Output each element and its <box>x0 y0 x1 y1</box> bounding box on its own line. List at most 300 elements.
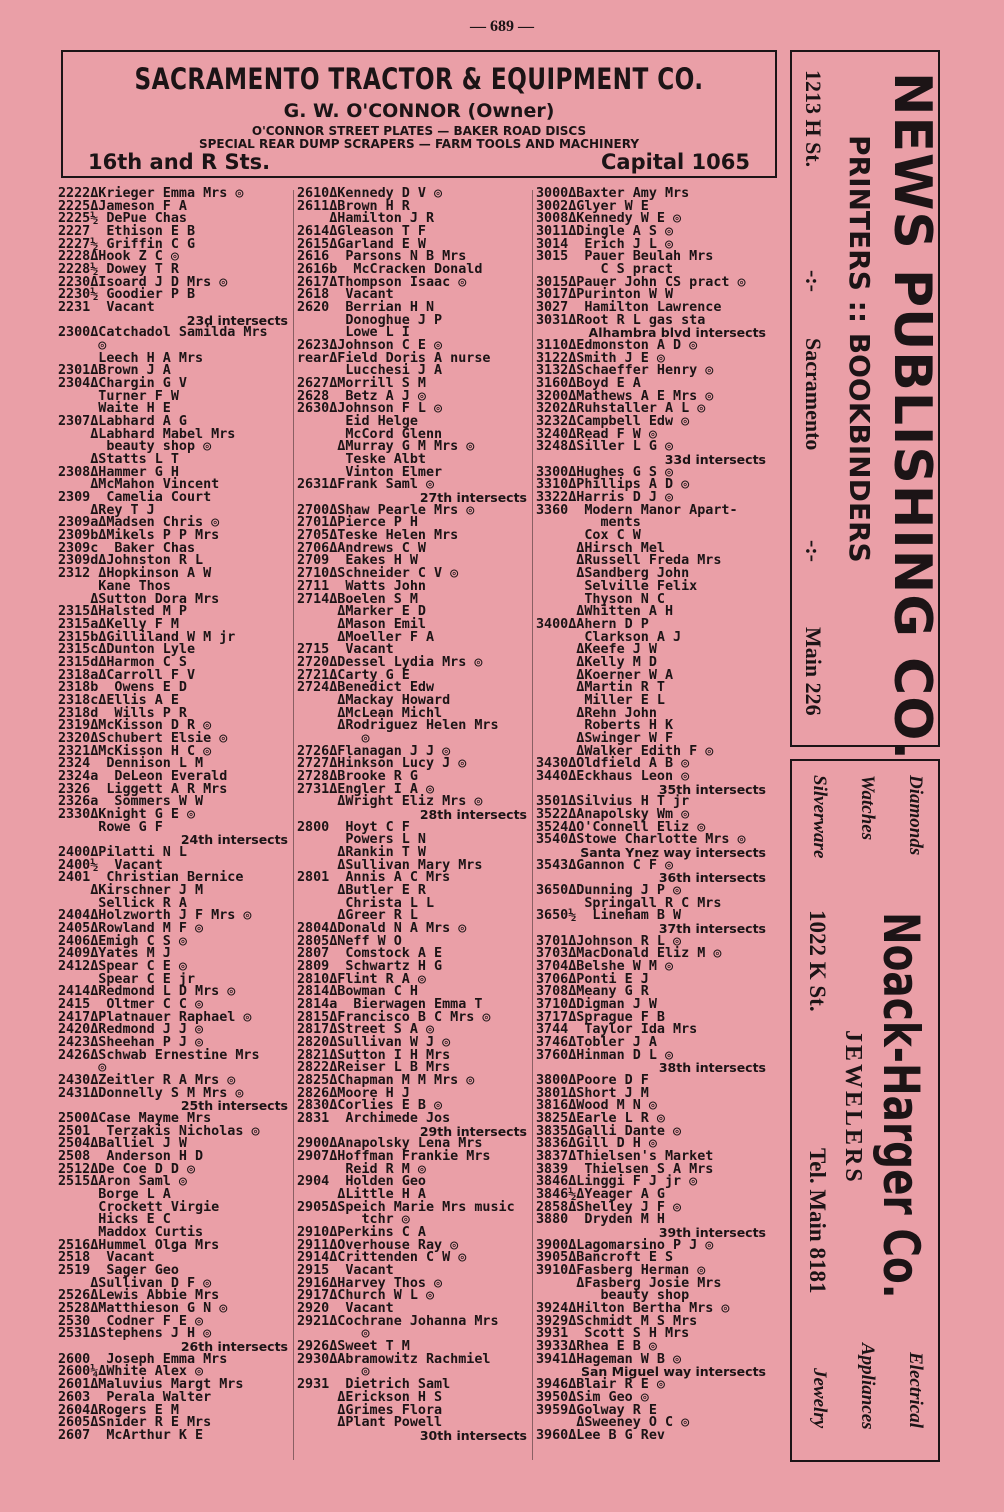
directory-entry: Christa L L <box>297 895 435 911</box>
directory-entry: 3440ΔEckhaus Leon ◎ <box>536 768 690 784</box>
directory-entry: 2914ΔCrittenden C W ◎ <box>297 1250 467 1266</box>
column-divider <box>293 190 294 1460</box>
directory-entry: 2710ΔSchneider C V ◎ <box>297 566 459 582</box>
directory-entry: ΔMason Emil <box>297 616 426 632</box>
directory-entry: 2627ΔMorrill S M <box>297 376 426 392</box>
directory-entry: Spear C E jr <box>58 971 196 987</box>
directory-entry: 2526ΔLewis Abbie Mrs <box>58 1288 220 1304</box>
directory-entry: 2501 Terzakis Nicholas ◎ <box>58 1123 260 1139</box>
directory-entry: 3846½ΔYeager A G <box>536 1187 665 1203</box>
ad-products-line-1: O'CONNOR STREET PLATES — BAKER ROAD DISCS <box>251 124 587 138</box>
directory-entry: ΔMartin R T <box>536 680 665 696</box>
directory-entry: ◎ <box>297 730 370 746</box>
directory-entry: Lowe L I <box>297 325 410 341</box>
directory-entry: 3959ΔGolway R E <box>536 1402 657 1418</box>
directory-entry: 2611ΔBrown H R <box>297 198 410 214</box>
intersect-heading: 27th intersects <box>419 490 527 506</box>
directory-entry: 2858ΔShelley J F ◎ <box>536 1199 682 1215</box>
directory-entry: 2304ΔChargin G V <box>58 376 187 392</box>
directory-entry: 3801ΔShort J M <box>536 1085 649 1101</box>
directory-entry: 3703ΔMacDonald Eliz M ◎ <box>536 946 722 962</box>
directory-entry: 2309 Camelia Court <box>58 490 212 506</box>
directory-entry: 2326 Liggett A R Mrs <box>58 781 228 797</box>
directory-entry: 3011ΔDingle A S ◎ <box>536 224 674 240</box>
directory-entry: 3905ΔBancroft E S <box>536 1250 674 1266</box>
directory-entry: 3946ΔBlair R E ◎ <box>536 1377 665 1393</box>
directory-entry: ments <box>536 515 641 531</box>
directory-entry: 3835ΔGalli Dante ◎ <box>536 1123 682 1139</box>
directory-entry: 3300ΔHughes G S ◎ <box>536 464 674 480</box>
directory-entry: ΔGrimes Flora <box>297 1402 443 1418</box>
directory-entry: 2318b Owens E D <box>58 680 187 696</box>
directory-entry: 3900ΔLagomarsino P J ◎ <box>536 1237 714 1253</box>
directory-entry: 2821ΔSutton I H Mrs <box>297 1047 451 1063</box>
directory-entry: 2714ΔBoelen S M <box>297 591 418 607</box>
directory-entry: ΔRey T J <box>58 502 155 518</box>
intersect-heading: 24th intersects <box>180 832 288 848</box>
noack-harger-jewelry: Jewelry <box>809 1368 830 1429</box>
directory-entry: ΔHamilton J R <box>297 211 435 227</box>
directory-entry: 3400ΔAhern D P <box>536 616 649 632</box>
directory-entry: 2500ΔCase Mayme Mrs <box>58 1111 212 1127</box>
ad-address: 16th and R Sts. <box>88 150 271 174</box>
directory-entry: 2920 Vacant <box>297 1301 394 1317</box>
noack-harger-diamonds: Diamonds <box>905 775 926 856</box>
directory-entry: 2631ΔFrank Saml ◎ <box>297 477 435 493</box>
directory-entry: 3232ΔCampbell Edw ◎ <box>536 414 690 430</box>
intersect-heading: 29th intersects <box>419 1123 527 1139</box>
directory-entry: 3924ΔHilton Bertha Mrs ◎ <box>536 1301 730 1317</box>
directory-entry: ΔMcLean Michl <box>297 705 443 721</box>
directory-entry: beauty shop ◎ <box>58 439 212 455</box>
noack-harger-watches: Watches <box>857 775 878 841</box>
directory-entry: 2300ΔCatchadol Samilda Mrs <box>58 325 268 341</box>
directory-entry: ◎ <box>58 338 107 354</box>
directory-entry: 3430ΔOldfield A B ◎ <box>536 756 690 772</box>
directory-entry: 2330ΔKnight G E ◎ <box>58 806 196 822</box>
directory-entry: ΔMarker E D <box>297 604 426 620</box>
intersect-heading: 28th intersects <box>419 806 527 822</box>
directory-entry: 3132ΔSchaeffer Henry ◎ <box>536 363 714 379</box>
directory-entry: 2420ΔRedmond J J ◎ <box>58 1022 204 1038</box>
directory-entry: 3880 Dryden M H <box>536 1212 665 1228</box>
directory-entry: ΔWhitten A H <box>536 604 674 620</box>
directory-entry: 2905ΔSpeich Marie Mrs music <box>297 1199 515 1215</box>
directory-entry: Rowe G F <box>58 819 163 835</box>
directory-entry: 2315bΔGilliland W M jr <box>58 629 236 645</box>
directory-entry: ΔStatts L T <box>58 452 179 468</box>
directory-entry: 3650½ Lineham B W <box>536 908 682 924</box>
directory-entry: 2931 Dietrich Saml <box>297 1377 451 1393</box>
directory-column-2 <box>297 188 529 1443</box>
intersect-heading: Alhambra blvd intersects <box>588 325 766 341</box>
directory-entry: ΔKirschner J M <box>58 882 204 898</box>
directory-entry: 2916ΔHarvey Thos ◎ <box>297 1275 443 1291</box>
directory-entry: 2715 Vacant <box>297 642 394 658</box>
directory-entry: 2607 McArthur K E <box>58 1427 204 1443</box>
directory-entry: 3501ΔSilvius H T jr <box>536 794 690 810</box>
directory-entry: ◎ <box>297 1364 370 1380</box>
directory-entry: 3839 Thielsen S A Mrs <box>536 1161 714 1177</box>
directory-entry: beauty shop <box>536 1288 690 1304</box>
directory-entry: 3202ΔRuhstaller A L ◎ <box>536 401 706 417</box>
directory-entry: Thyson N C <box>536 591 665 607</box>
directory-entry: C S pract <box>536 262 674 278</box>
directory-entry: 2504ΔBalliel J W <box>58 1136 187 1152</box>
directory-entry: 2309bΔMikels P P Mrs <box>58 528 220 544</box>
directory-entry: ΔGreer R L <box>297 908 418 924</box>
directory-entry: Roberts H K <box>536 718 674 734</box>
directory-entry: 3910ΔFasberg Herman ◎ <box>536 1263 706 1279</box>
directory-entry: Vinton Elmer <box>297 464 443 480</box>
directory-entry: 2321ΔMcKisson H C ◎ <box>58 743 212 759</box>
directory-entry: 2415 Oltmer C C ◎ <box>58 997 204 1012</box>
directory-entry: 2917ΔChurch W L ◎ <box>297 1288 435 1304</box>
directory-entry: 2817ΔStreet S A ◎ <box>297 1022 435 1038</box>
directory-entry: 2630ΔJohnson F L ◎ <box>297 401 443 417</box>
directory-entry: 2401 Christian Bernice <box>58 870 244 886</box>
directory-entry: 2508 Anderson H D <box>58 1149 204 1165</box>
directory-entry: 3941ΔHageman W B ◎ <box>536 1351 682 1367</box>
directory-entry: 3000ΔBaxter Amy Mrs <box>536 186 690 201</box>
directory-entry: 2815ΔFrancisco B C Mrs ◎ <box>297 1009 491 1025</box>
directory-entry: 2615ΔGarland E W <box>297 236 426 252</box>
directory-entry: ΔWright Eliz Mrs ◎ <box>297 794 483 810</box>
directory-entry: 2911ΔOverhouse Ray ◎ <box>297 1237 459 1253</box>
directory-entry: 2600 Joseph Emma Mrs <box>58 1351 228 1367</box>
directory-entry: 3933ΔRhea E B ◎ <box>536 1339 657 1355</box>
directory-entry: ΔRehn John <box>536 705 657 721</box>
directory-entry: ΔMoeller F A <box>297 629 435 645</box>
directory-entry: 2728ΔBrooke R G <box>297 768 418 784</box>
directory-entry: 2601ΔMaluvius Margt Mrs <box>58 1377 244 1393</box>
directory-entry: 2809 Schwartz H G <box>297 958 443 974</box>
directory-entry: ΔSwinger W F <box>536 730 674 746</box>
directory-entry: 2711 Watts John <box>297 578 426 594</box>
directory-entry: 3031ΔRoot R L gas sta <box>536 312 706 328</box>
directory-entry: 3717ΔSprague F B <box>536 1009 665 1025</box>
directory-entry: 3015 Pauer Beulah Mrs <box>536 249 714 265</box>
directory-entry: 2830ΔCorlies E B ◎ <box>297 1098 443 1114</box>
directory-entry: 3706ΔPonti E J <box>536 971 649 987</box>
intersect-heading: 36th intersects <box>658 870 766 886</box>
directory-entry: 2228ΔHook Z C ◎ <box>58 249 179 265</box>
directory-entry: 2423ΔSheehan P J ◎ <box>58 1035 204 1051</box>
ad-owner: G. W. O'CONNOR (Owner) <box>283 100 555 122</box>
directory-entry: 2628 Betz A J ◎ <box>297 388 426 404</box>
directory-entry: 2915 Vacant <box>297 1263 394 1279</box>
directory-entry: ΔFasberg Josie Mrs <box>536 1275 722 1291</box>
directory-entry: ◎ <box>297 1326 370 1342</box>
directory-entry: ΔWalker Edith F ◎ <box>536 743 714 759</box>
intersect-heading: 26th intersects <box>180 1339 288 1355</box>
directory-entry: 2324 Dennison L M <box>58 756 204 772</box>
directory-entry: 2921ΔCochrane Johanna Mrs <box>297 1313 499 1329</box>
directory-entry: 3110ΔEdmonston A D ◎ <box>536 338 698 354</box>
directory-entry: ΔSullivan D F ◎ <box>58 1275 212 1291</box>
directory-entry: ΔSweeney O C ◎ <box>536 1415 690 1431</box>
intersect-heading: 30th intersects <box>419 1427 527 1443</box>
directory-entry: 3310ΔPhillips A D ◎ <box>536 477 690 493</box>
news-publishing-name: NEWS PUBLISHING CO. <box>882 72 942 762</box>
directory-entry: 2709 Eakes H W <box>297 553 418 569</box>
directory-entry: 2930ΔAbramowitz Rachmiel <box>297 1351 491 1367</box>
directory-entry: 2400ΔPilatti N L <box>58 844 187 860</box>
directory-entry: McCord Glenn <box>297 426 443 442</box>
directory-entry: ΔHirsch Mel <box>536 540 665 556</box>
directory-entry: 2312 ΔHopkinson A W <box>58 566 212 582</box>
directory-entry: 3836ΔGill D H ◎ <box>536 1136 657 1152</box>
directory-entry: 2910ΔPerkins C A <box>297 1225 426 1241</box>
directory-entry: ΔKeefe J W <box>536 642 657 658</box>
directory-entry: ΔRankin T W <box>297 844 426 860</box>
directory-entry: Kane Thos <box>58 578 171 594</box>
directory-entry: 2515ΔAron Saml ◎ <box>58 1174 187 1190</box>
directory-entry: ΔRodriguez Helen Mrs <box>297 718 499 734</box>
intersect-heading: 33d intersects <box>664 452 766 468</box>
directory-entry: 2307ΔLabhard A G <box>58 414 187 430</box>
directory-entry: ΔKoerner W A <box>536 667 674 683</box>
directory-entry: Lucchesi J A <box>297 363 443 379</box>
directory-entry: Hicks E C <box>58 1212 171 1228</box>
directory-entry: 2228½ Dowey T R <box>58 262 179 278</box>
directory-entry: 2531ΔStephens J H ◎ <box>58 1326 212 1342</box>
directory-entry: 3846ΔLinggi F J jr ◎ <box>536 1174 698 1190</box>
sacramento-tractor-ad <box>61 50 777 178</box>
directory-entry: Maddox Curtis <box>58 1225 204 1241</box>
directory-entry: ΔSandberg John <box>536 566 690 582</box>
intersect-heading: 37th intersects <box>658 920 766 936</box>
directory-entry: 2820ΔSullivan W J ◎ <box>297 1035 451 1051</box>
directory-entry: 2301ΔBrown J A <box>58 363 171 379</box>
directory-entry: ΔMurray G M Mrs ◎ <box>297 439 475 455</box>
directory-entry: 2810ΔFlint R A ◎ <box>297 971 426 987</box>
news-publishing-tagline: PRINTERS :: BOOKBINDERS <box>843 135 876 563</box>
directory-entry: 3014 Erich J L ◎ <box>536 236 674 252</box>
directory-entry: 3027 Hamilton Lawrence <box>536 300 722 316</box>
directory-entry: 2315ΔHalsted M P <box>58 604 187 620</box>
directory-entry: 2700ΔShaw Pearle Mrs ◎ <box>297 502 475 518</box>
intersect-heading: 23d intersects <box>186 312 288 328</box>
directory-entry: 2618 Vacant <box>297 287 394 303</box>
directory-entry: 2620 Berrian H N <box>297 300 435 316</box>
directory-entry: 3950ΔSim Geo ◎ <box>536 1389 649 1405</box>
noack-harger-phone: Tel. Main 8181 <box>805 1148 830 1294</box>
directory-entry: Leech H A Mrs <box>58 350 204 366</box>
directory-entry: 2616b McCracken Donald <box>297 262 483 278</box>
directory-entry: 2605ΔSnider R E Mrs <box>58 1415 212 1431</box>
directory-entry: 2417ΔPlatnauer Raphael ◎ <box>58 1009 252 1025</box>
directory-entry: 2431ΔDonnelly S M Mrs ◎ <box>58 1085 244 1101</box>
directory-entry: 2324a DeLeon Everald <box>58 768 228 784</box>
directory-entry: 2309aΔMadsen Chris ◎ <box>58 515 220 531</box>
directory-entry: Cox C W <box>536 528 641 544</box>
directory-entry: 2614ΔGleason T F <box>297 224 426 240</box>
directory-entry: 2617ΔThompson Isaac ◎ <box>297 274 467 290</box>
directory-entry: 2309c Baker Chas <box>58 540 196 556</box>
directory-entry: ΔErickson H S <box>297 1389 443 1405</box>
directory-entry: 3704ΔBelshe W M ◎ <box>536 958 674 974</box>
directory-entry: 2519 Sager Geo <box>58 1263 179 1279</box>
directory-entry: 3524ΔO'Connell Eliz ◎ <box>536 819 706 835</box>
directory-entry: Springall R C Mrs <box>536 895 722 911</box>
directory-entry: Sellick R A <box>58 895 187 911</box>
directory-entry: 3160ΔBoyd E A <box>536 376 641 392</box>
directory-entry: tchr ◎ <box>297 1212 410 1228</box>
directory-entry: 2412ΔSpear C E ◎ <box>58 958 187 974</box>
noack-harger-address: 1022 K St. <box>805 910 830 1012</box>
directory-entry: 3816ΔWood M N ◎ <box>536 1098 657 1114</box>
intersect-heading: 38th intersects <box>658 1060 766 1076</box>
directory-entry: 3708ΔMeany G R <box>536 984 649 1000</box>
directory-entry: 3200ΔMathews A E Mrs ◎ <box>536 388 714 404</box>
directory-entry: 3543ΔGannon C F ◎ <box>536 857 674 873</box>
noack-harger-electrical: Electrical <box>905 1352 926 1428</box>
ad-company-name: SACRAMENTO TRACTOR & EQUIPMENT CO. <box>134 62 704 96</box>
news-publishing-city: Sacramento <box>801 338 826 451</box>
directory-entry: 2731ΔEngler I A ◎ <box>297 781 435 797</box>
directory-entry: 3017ΔPurinton W W <box>536 287 674 303</box>
noack-harger-name: Noack-Harger Co. <box>872 912 930 1299</box>
directory-entry: 3960ΔLee B G Rev <box>536 1427 665 1443</box>
directory-entry: 3248ΔSiller L G ◎ <box>536 439 674 455</box>
directory-entry: ΔPlant Powell <box>297 1415 443 1431</box>
directory-entry: 2726ΔFlanagan J J ◎ <box>297 743 451 759</box>
directory-entry: 3650ΔDunning J P ◎ <box>536 882 682 898</box>
directory-entry: 2318cΔEllis A E <box>58 692 179 708</box>
directory-entry: 2414ΔRedmond L D Mrs ◎ <box>58 984 236 1000</box>
directory-entry: 2315aΔKelly F M <box>58 616 179 632</box>
directory-entry: 2801 Annis A C Mrs <box>297 870 451 886</box>
directory-column-1 <box>58 188 290 1443</box>
directory-entry: 2814ΔBowman C H <box>297 984 418 1000</box>
directory-entry: 2600¼ΔWhite Alex ◎ <box>58 1364 204 1380</box>
directory-entry: 3240ΔRead F W ◎ <box>536 426 657 442</box>
directory-entry: 2616 Parsons N B Mrs <box>297 249 467 265</box>
directory-entry: 2225½ DePue Chas <box>58 211 187 227</box>
directory-entry: 2318d Wills P R <box>58 705 187 721</box>
directory-entry: 3837ΔThielsen's Market <box>536 1149 714 1165</box>
noack-harger-silverware: Silverware <box>809 775 830 859</box>
directory-entry: 2610ΔKennedy D V ◎ <box>297 186 443 201</box>
directory-entry: 3540ΔStowe Charlotte Mrs ◎ <box>536 832 746 848</box>
directory-entry: Waite H E <box>58 401 171 417</box>
directory-entry: ΔKelly M D <box>536 654 657 670</box>
directory-entry: 3522ΔAnapolsky Wm ◎ <box>536 806 690 822</box>
directory-entry: 2426ΔSchwab Ernestine Mrs <box>58 1047 260 1063</box>
directory-entry: 3800ΔPoore D F <box>536 1073 649 1089</box>
directory-entry: 2225ΔJameson F A <box>58 198 187 214</box>
page-number: — 689 — <box>470 18 534 35</box>
directory-entry: 3360 Modern Manor Apart- <box>536 502 738 518</box>
directory-entry: ΔSullivan Mary Mrs <box>297 857 483 873</box>
intersect-heading: San Miguel way intersects <box>580 1364 766 1380</box>
directory-entry: ◎ <box>58 1060 107 1076</box>
directory-entry: 3760ΔHinman D L ◎ <box>536 1047 674 1063</box>
directory-entry: 2518 Vacant <box>58 1250 155 1266</box>
directory-entry: 2318aΔCarroll F V <box>58 667 196 683</box>
directory-entry: 3322ΔHarris D J ◎ <box>536 490 674 506</box>
directory-entry: 2804ΔDonald N A Mrs ◎ <box>297 920 467 936</box>
news-publishing-phone: Main 226 <box>801 627 826 716</box>
directory-entry: Teske Albt <box>297 452 426 468</box>
directory-entry: 2926ΔSweet T M <box>297 1339 410 1355</box>
directory-entry: 2721ΔCarty G E <box>297 667 410 683</box>
directory-entry: 2528ΔMatthieson G N ◎ <box>58 1301 228 1317</box>
directory-entry: 2604ΔRogers E M <box>58 1402 179 1418</box>
directory-entry: 2727ΔHinkson Lucy J ◎ <box>297 756 467 772</box>
directory-entry: 2623ΔJohnson C E ◎ <box>297 338 443 354</box>
directory-entry: 2430ΔZeitler R A Mrs ◎ <box>58 1073 236 1089</box>
directory-entry: 3002ΔGlyer W E <box>536 198 649 214</box>
directory-entry: Crockett Virgie <box>58 1199 220 1215</box>
directory-entry: 2512ΔDe Coe D D ◎ <box>58 1161 196 1177</box>
directory-entry: 2222ΔKrieger Emma Mrs ◎ <box>58 186 244 201</box>
directory-entry: 2516ΔHummel Olga Mrs <box>58 1237 220 1253</box>
directory-entry: ΔLabhard Mabel Mrs <box>58 426 236 442</box>
directory-entry: Turner F W <box>58 388 179 404</box>
directory-entry: 3710ΔDigman J W <box>536 997 657 1012</box>
directory-entry: 2831 Archimede Jos <box>297 1111 451 1127</box>
intersect-heading: 39th intersects <box>658 1225 766 1241</box>
column-divider <box>532 190 533 1460</box>
directory-entry: ΔMcMahon Vincent <box>58 477 220 493</box>
directory-column-3 <box>536 188 768 1443</box>
directory-entry: 2406ΔEmigh C S ◎ <box>58 933 187 949</box>
noack-harger-appliances: Appliances <box>857 1343 878 1430</box>
directory-entry: ΔButler E R <box>297 882 426 898</box>
directory-entry: 2319ΔMcKisson D R ◎ <box>58 718 212 734</box>
intersect-heading: 35th intersects <box>658 781 766 797</box>
news-publishing-address: 1213 H St. <box>801 70 826 168</box>
directory-entry: 3746ΔTobler J A <box>536 1035 657 1051</box>
directory-entry: 2724ΔBenedict Edw <box>297 680 435 696</box>
directory-entry: 2904 Holden Geo <box>297 1174 426 1190</box>
directory-entry: 3929ΔSchmidt M S Mrs <box>536 1313 698 1329</box>
directory-entry: 2404ΔHolzworth J F Mrs ◎ <box>58 908 252 924</box>
directory-entry: rearΔField Doris A nurse <box>297 350 491 366</box>
directory-entry: 2308ΔHammer G H <box>58 464 179 480</box>
directory-entry: Donoghue J P <box>297 312 443 328</box>
directory-entry: 2825ΔChapman M M Mrs ◎ <box>297 1073 475 1089</box>
directory-entry: 2530 Codner F E ◎ <box>58 1313 204 1329</box>
directory-entry: 2315cΔDunton Lyle <box>58 642 196 658</box>
intersect-heading: Santa Ynez way intersects <box>580 844 766 860</box>
directory-entry: 3744 Taylor Ida Mrs <box>536 1022 698 1038</box>
directory-entry: 2706ΔAndrews C W <box>297 540 426 556</box>
directory-entry: 2230½ Goodier P B <box>58 287 196 303</box>
directory-entry: Reid R M ◎ <box>297 1161 426 1177</box>
directory-entry: Eid Helge <box>297 414 418 430</box>
directory-entry: 2900ΔAnapolsky Lena Mrs <box>297 1136 483 1152</box>
directory-entry: 2814a Bierwagen Emma T <box>297 997 483 1012</box>
directory-entry: Borge L A <box>58 1187 171 1203</box>
directory-entry: 3008ΔKennedy W E ◎ <box>536 211 682 227</box>
directory-entry: ΔRussell Freda Mrs <box>536 553 722 569</box>
directory-entry: 2400½ Vacant <box>58 857 163 873</box>
directory-entry: 2227½ Griffin C G <box>58 236 196 252</box>
news-publishing-separator: -:- <box>801 270 826 292</box>
intersect-heading: 25th intersects <box>180 1098 288 1114</box>
directory-entry: 2405ΔRowland M F ◎ <box>58 920 204 936</box>
directory-entry: 2320ΔSchubert Elsie ◎ <box>58 730 228 746</box>
directory-entry: ΔMackay Howard <box>297 692 451 708</box>
directory-entry: 2315dΔHarmon C S <box>58 654 187 670</box>
directory-entry: 2309dΔJohnston R L <box>58 553 204 569</box>
directory-entry: 3701ΔJohnson R L ◎ <box>536 933 682 949</box>
directory-entry: Selville Felix <box>536 578 698 594</box>
directory-entry: 2720ΔDessel Lydia Mrs ◎ <box>297 654 483 670</box>
